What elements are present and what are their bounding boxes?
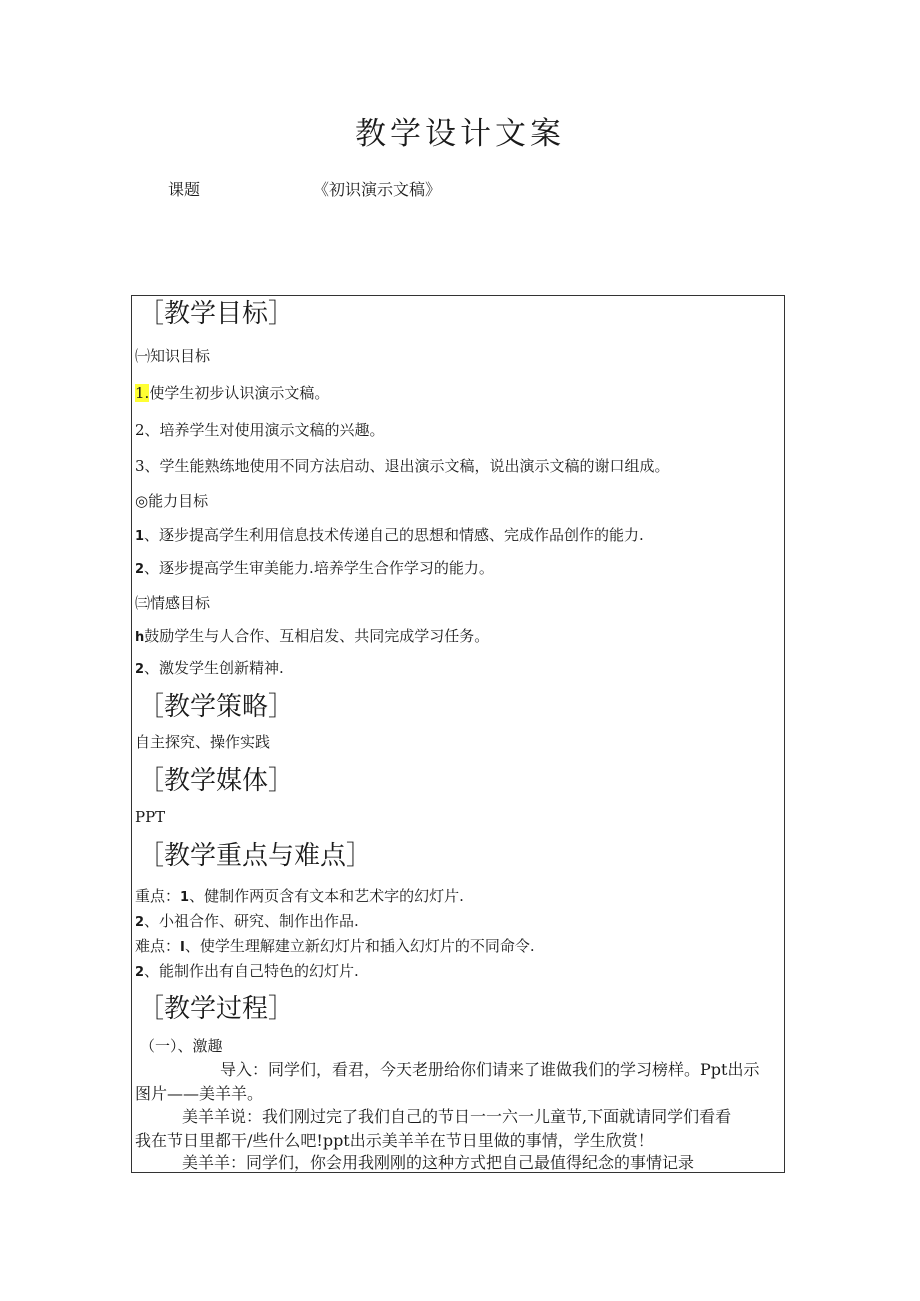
line-prefix: 重点： (135, 887, 181, 905)
knowledge-goal-title: ㈠知识目标 (135, 347, 211, 365)
lesson-plan-box (131, 295, 785, 1173)
strategy-text: 自主探究、操作实践 (135, 733, 271, 751)
item-text: 使学生初步认识演示文稿。 (149, 384, 330, 402)
item-number: 1 (180, 890, 190, 905)
process-step-1: （一）、激趣 (140, 1037, 223, 1055)
emotion-item-2 (135, 658, 284, 680)
item-number: 2 (135, 965, 145, 980)
process-paragraph-1-line-2: 图片——美羊羊。 (135, 1084, 264, 1103)
item-number: I (180, 940, 185, 955)
item-number: h (135, 630, 145, 645)
strategy-heading: ［教学策略］ (138, 692, 295, 722)
item-text: 、逐步提高学生审美能力.培养学生合作学习的能力。 (144, 559, 494, 577)
knowledge-item-3 (135, 456, 670, 476)
media-text: PPT (135, 808, 166, 826)
item-number: 1. (135, 384, 150, 402)
line-prefix: 难点： (135, 937, 181, 955)
knowledge-item-2 (135, 420, 385, 440)
media-heading: ［教学媒体］ (138, 766, 295, 796)
emotion-item-1 (135, 626, 489, 648)
keypoint-line-3 (135, 936, 535, 958)
goals-heading: ［教学目标］ (138, 299, 295, 329)
keypoint-line-4 (135, 961, 359, 983)
item-text: 、学生能熟练地使用不同方法启动、退出演示文稿，说出演示文稿的谢口组成。 (144, 457, 670, 475)
line-text: 、能制作出有自己特色的幻灯片. (144, 962, 359, 980)
item-text: 、激发学生创新精神. (144, 659, 284, 677)
item-number: 1 (135, 529, 145, 544)
item-number: 2 (135, 915, 145, 930)
ability-goal-title: ◎能力目标 (135, 492, 209, 510)
item-number: 2 (135, 562, 145, 577)
ability-item-1 (135, 525, 644, 547)
process-paragraph-3-line-1: 美羊羊：同学们，你会用我刚刚的这种方式把自己最值得纪念的事情记录 (182, 1153, 695, 1172)
process-paragraph-1-line-1: 导入：同学们，看君，今天老册给你们请来了谁做我们的学习榜样。Ppt出示 (220, 1060, 760, 1079)
line-text: 、健制作两页含有文本和艺术字的幻灯片. (189, 887, 464, 905)
item-number: 3 (135, 457, 145, 475)
topic-label: 课题 (168, 180, 201, 199)
item-number: 2 (135, 662, 145, 677)
document-title: 教学设计文案 (355, 116, 565, 152)
process-paragraph-2-line-2: 我在节日里都干/些什么吧!ppt出示美羊羊在节日里做的事情，学生欣赏！ (135, 1131, 654, 1150)
keypoint-line-1 (135, 886, 464, 908)
item-text: 、培养学生对使用演示文稿的兴趣。 (144, 421, 385, 439)
process-heading: ［教学过程］ (138, 994, 295, 1024)
line-text: 、小祖合作、研究、制作出作品. (144, 912, 359, 930)
topic-value: 《初识演示文稿》 (313, 180, 442, 199)
emotion-goal-title: ㈢情感目标 (135, 594, 211, 612)
item-text: 鼓励学生与人合作、互相启发、共同完成学习任务。 (144, 627, 490, 645)
line-text: 、使学生理解建立新幻灯片和插入幻灯片的不同命令. (184, 937, 535, 955)
ability-item-2 (135, 558, 494, 580)
keypoint-line-2 (135, 911, 359, 933)
process-paragraph-2-line-1: 美羊羊说：我们刚过完了我们自己的节日一一六一儿童节,下面就请同学们看看 (182, 1107, 732, 1126)
item-text: 、逐步提高学生利用信息技术传递自己的思想和情感、完成作品创作的能力. (144, 526, 644, 544)
item-number: 2 (135, 421, 145, 439)
knowledge-item-1 (135, 383, 329, 403)
keypoints-heading: ［教学重点与难点］ (138, 841, 373, 871)
